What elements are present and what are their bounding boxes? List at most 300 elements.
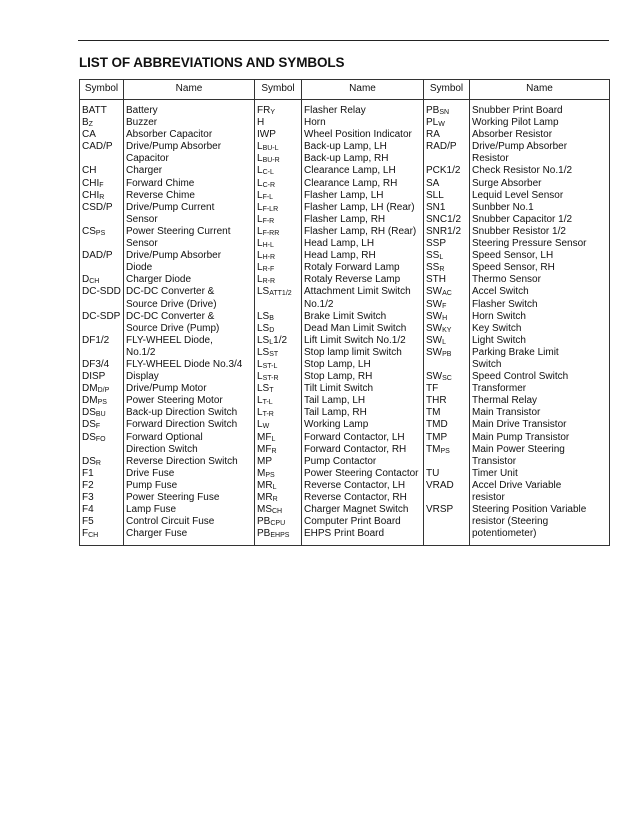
symbol-subscript: R [272,496,278,503]
symbol-entry [82,480,123,492]
name-entry: Transformer [472,383,527,395]
symbol-base: M [257,467,266,479]
name-entry: Main Pump Transistor [472,431,570,443]
name-entry: Back-up Direction Switch [126,407,238,419]
symbol-entry [426,468,469,480]
name-entry: Steering Position Variable [472,504,587,516]
symbol-subscript: F-L [262,193,274,201]
symbol-column-2 [255,100,302,546]
name-entry: Drive/Pump Current [126,201,215,213]
symbol-base: SNR1/2 [426,225,462,237]
symbol-entry [82,347,123,359]
symbol-entry [257,504,301,516]
symbol-base: L [257,225,263,237]
symbol-subscript: R [99,193,105,201]
symbol-base: L [257,213,263,225]
symbol-base: SS [426,262,440,274]
symbol-entry [257,528,301,540]
symbol-entry [82,105,123,117]
symbol-entry [426,165,469,177]
symbol-entry [257,468,301,480]
symbol-base: CH [82,165,97,177]
symbol-base: MR [257,479,273,491]
symbol-subscript: ST [269,350,279,358]
symbol-entry [257,165,301,177]
symbol-entry [257,347,301,359]
symbol-base: F [82,528,89,540]
symbol-subscript: F-R [262,217,275,225]
name-entry: Thermal Relay [472,395,538,407]
name-entry: Source Drive (Pump) [126,322,220,334]
symbol-base: L [257,238,263,250]
symbol-base: MF [257,443,272,455]
symbol-base: F2 [82,479,94,491]
symbol-subscript: BU-L [262,145,279,153]
symbol-subscript: L [269,338,274,346]
name-entry: Clearance Lamp, LH [304,165,396,177]
name-entry: Flasher Lamp, RH [304,213,386,225]
symbol-subscript: T-R [262,411,274,419]
symbol-base: MF [257,431,272,443]
symbol-base: DS [82,431,96,443]
name-entry: Resistor [472,153,509,165]
symbol-base: CHI [82,177,100,189]
name-entry: Flasher Relay [304,105,366,116]
name-entry: Snubber Print Board [472,105,563,116]
table-body-row [80,100,610,546]
name-entry: Flasher Lamp, RH (Rear) [304,225,417,237]
name-entry: Steering Pressure Sensor [472,238,587,250]
symbol-subscript: ST-L [262,362,278,370]
name-entry: Lift Limit Switch No.1/2 [304,334,406,346]
symbol-entry [426,407,469,419]
symbol-subscript: KY [442,326,452,334]
symbol-base: DM [82,383,98,395]
symbol-subscript: ATT1/2 [269,290,292,298]
name-entry: Sensor [126,213,158,225]
symbol-base: PCK1/2 [426,165,461,177]
symbol-entry [82,504,123,516]
name-entry: Back-up Lamp, RH [304,153,389,165]
name-entry: Charger [126,165,163,177]
name-entry: Computer Print Board [304,516,401,528]
symbol-base: SLL [426,189,444,201]
symbol-entry [426,190,469,202]
name-entry: resistor (Steering [472,516,549,528]
table-header-row [80,80,610,100]
symbol-base: SSP [426,238,447,250]
symbol-subscript: PS [95,229,106,237]
name-entry: Forward Chime [126,177,195,189]
symbol-entry [257,335,301,347]
symbol-base: DC-SDD [82,286,121,298]
name-entry: Horn [304,117,326,129]
symbol-base: LS [257,322,270,334]
symbol-base: H [257,117,265,129]
header-symbol-1: Symbol [80,80,124,100]
symbol-subscript: EHPS [270,532,290,540]
symbol-subscript: C-R [262,181,276,189]
symbol-subscript: F [95,423,101,431]
symbol-entry [426,347,469,359]
name-entry: Working Pilot Lamp [472,117,559,129]
symbol-entry [257,456,301,468]
name-entry: Forward Optional [126,431,203,443]
symbol-entry [82,286,123,298]
symbol-base: CSD/P [82,201,113,213]
symbol-entry [426,226,469,238]
name-entry: Speed Sensor, RH [472,262,555,274]
name-entry: Speed Sensor, LH [472,250,554,262]
symbol-base: CA [82,129,96,141]
symbol-subscript: R [439,266,445,274]
symbol-entry [426,456,469,468]
name-entry: Power Steering Current [126,225,231,237]
symbol-entry [82,153,123,165]
symbol-entry [426,129,469,141]
symbol-entry [426,299,469,311]
symbol-entry [426,395,469,407]
top-rule [78,40,609,41]
name-entry: Attachment Limit Switch [304,286,411,298]
symbol-base: SW [426,346,443,358]
name-entry: Stop lamp limit Switch [304,346,402,358]
name-entry: Timer Unit [472,467,518,479]
symbol-subscript: PB [442,350,452,358]
symbol-entry [82,335,123,347]
symbol-subscript: Z [88,121,93,129]
symbol-entry [257,226,301,238]
symbol-base: L [257,262,263,274]
header-name-2: Name [302,80,424,100]
symbol-entry [257,516,301,528]
name-entry: Accel Switch [472,286,529,298]
symbol-base: LS [257,334,270,346]
name-entry: Absorber Capacitor [126,129,213,141]
symbol-entry [426,528,469,540]
symbol-base: F4 [82,504,94,516]
symbol-subscript: R-R [262,278,276,286]
symbol-entry [426,323,469,335]
symbol-entry [257,371,301,383]
symbol-entry [82,238,123,250]
header-symbol-3: Symbol [424,80,470,100]
symbol-entry [82,117,123,129]
symbol-entry [82,311,123,323]
symbol-subscript: H-R [262,254,276,262]
name-entry: Diode [126,262,153,274]
symbol-entry [426,359,469,371]
symbol-entry [257,262,301,274]
symbol-subscript: H-L [262,242,274,250]
symbol-subscript: CPU [270,520,286,528]
symbol-entry [426,202,469,214]
name-entry: Reverse Chime [126,189,195,201]
name-entry: Drive/Pump Absorber [472,141,568,153]
name-entry: Sunbber No.1 [472,201,534,213]
symbol-subscript: CH [272,508,283,516]
name-entry: Main Power Steering [472,443,565,455]
header-name-1: Name [124,80,255,100]
name-entry: DC-DC Converter & [126,310,215,322]
symbol-base: DC-SDP [82,310,121,322]
name-entry: No.1/2 [304,298,334,310]
symbol-entry [257,492,301,504]
symbol-entry [426,480,469,492]
symbol-subscript: T-L [262,399,273,407]
symbol-entry [426,117,469,129]
symbol-entry [257,407,301,419]
symbol-entry [82,190,123,202]
symbol-base: SW [426,371,443,383]
symbol-base: L [257,274,263,286]
name-entry: Thermo Sensor [472,274,541,286]
name-entry: Transistor [472,455,517,467]
symbol-subscript: L [439,254,444,262]
page-title: LIST OF ABBREVIATIONS AND SYMBOLS [79,55,345,70]
symbol-entry [426,371,469,383]
symbol-entry [426,250,469,262]
symbol-entry [82,516,123,528]
symbol-subscript: W [262,423,270,431]
symbol-base: SA [426,177,440,189]
name-entry: Tail Lamp, RH [304,407,367,419]
symbol-base: THR [426,395,447,407]
symbol-column-3 [424,100,470,546]
symbol-base: VRAD [426,479,454,491]
symbol-subscript: R [271,447,277,455]
symbol-base: LS [257,310,270,322]
name-entry: Dead Man Limit Switch [304,322,407,334]
symbol-subscript: AC [442,290,452,298]
symbol-entry [257,286,301,298]
symbol-subscript: PS [440,447,450,455]
symbol-base: MS [257,504,272,516]
symbol-base: TM [426,407,441,419]
symbol-entry [82,250,123,262]
symbol-base: TMP [426,431,448,443]
symbol-base: L [257,165,263,177]
name-entry: Drive/Pump Absorber [126,141,222,153]
name-entry: Lamp Fuse [126,504,177,516]
symbol-subscript: PS [265,471,275,479]
header-name-3: Name [470,80,610,100]
name-entry: Tilt Limit Switch [304,383,374,395]
symbol-base: L [257,141,263,153]
symbol-base: L [257,153,263,165]
name-entry: Back-up Lamp, LH [304,141,387,153]
symbol-entry [426,492,469,504]
symbol-base: L [257,177,263,189]
symbol-base: DISP [82,371,106,383]
symbol-base: SW [426,310,443,322]
name-entry: Charger Fuse [126,528,188,540]
symbol-base: SW [426,286,443,298]
symbol-subscript: CH [89,278,100,286]
name-column-1 [124,100,255,546]
name-entry: Power Steering Contactor [304,467,419,479]
symbol-entry [426,262,469,274]
symbol-entry [82,444,123,456]
name-entry: Working Lamp [304,419,369,431]
symbol-base: L [257,358,263,370]
symbol-entry [426,214,469,226]
symbol-subscript: R [95,459,101,467]
name-entry: Forward Contactor, RH [304,443,407,455]
symbol-subscript: F-LR [262,205,279,213]
symbol-entry [426,274,469,286]
name-entry: Pump Fuse [126,479,178,491]
symbol-base: SN1 [426,201,446,213]
symbol-entry [257,395,301,407]
name-entry: Reverse Direction Switch [126,455,238,467]
name-entry: Brake Limit Switch [304,310,387,322]
symbol-subscript: BU-R [262,157,280,165]
symbol-base: F5 [82,516,94,528]
name-entry: resistor [472,492,505,503]
name-entry: Reverse Contactor, RH [304,492,407,503]
symbol-subscript: BU [95,411,106,419]
name-entry: Flasher Switch [472,298,538,310]
name-entry: Light Switch [472,334,526,346]
symbol-subscript: D/P [97,387,110,395]
symbol-base: F3 [82,492,94,503]
symbol-base: MP [257,455,272,467]
symbol-base: RAD/P [426,141,457,153]
symbol-entry [82,528,123,540]
symbol-entry [257,419,301,431]
symbol-entry [82,262,123,274]
symbol-base: L [257,189,263,201]
symbol-subscript: F-RR [262,229,280,237]
symbol-entry [257,480,301,492]
symbol-base: F1 [82,467,94,479]
symbol-subscript: R-F [262,266,275,274]
symbol-base: CAD/P [82,141,113,153]
name-entry: Charger Diode [126,274,192,286]
name-entry: Rotaly Forward Lamp [304,262,400,274]
symbol-entry [82,299,123,311]
name-entry: Head Lamp, LH [304,238,375,250]
symbol-entry [426,383,469,395]
symbol-entry [257,129,301,141]
name-column-3 [470,100,610,546]
symbol-base: DAD/P [82,250,113,262]
symbol-base: VRSP [426,504,454,516]
symbol-entry [82,129,123,141]
symbol-subscript: F [99,181,104,189]
symbol-base: DM [82,395,98,407]
name-entry: Flasher Lamp, LH [304,189,384,201]
name-entry: Buzzer [126,117,158,129]
name-entry: Switch [472,358,502,370]
symbol-base: IWP [257,129,276,141]
symbol-subscript: C-L [262,169,274,177]
symbol-subscript: SC [442,375,452,383]
symbol-subscript: CH [88,532,99,540]
name-entry: No.1/2 [126,346,156,358]
name-entry: Control Circuit Fuse [126,516,215,528]
name-entry: FLY-WHEEL Diode No.3/4 [126,358,243,370]
name-entry: Drive/Pump Absorber [126,250,222,262]
symbol-entry [257,299,301,311]
name-entry: Rotaly Reverse Lamp [304,274,401,286]
name-entry: Display [126,371,159,383]
name-entry: Head Lamp, RH [304,250,376,262]
symbol-base: DF1/2 [82,334,110,346]
name-entry: EHPS Print Board [304,528,385,540]
symbol-subscript: PS [97,399,107,407]
symbol-entry [82,214,123,226]
symbol-base: CHI [82,189,100,201]
symbol-entry [82,492,123,504]
symbol-base: L [257,371,263,383]
symbol-entry [426,432,469,444]
symbol-subscript: ST-R [262,375,279,383]
symbol-base: B [82,117,89,129]
symbol-base: TMD [426,419,448,431]
symbol-base: SW [426,322,443,334]
symbol-base: PB [426,105,440,116]
symbol-entry [426,105,469,117]
symbol-entry [257,311,301,323]
symbol-entry [82,141,123,153]
symbol-entry [426,178,469,190]
name-entry: Flasher Lamp, LH (Rear) [304,201,415,213]
symbol-entry [257,117,301,129]
symbol-entry [426,335,469,347]
symbol-entry [257,323,301,335]
symbol-base: DS [82,419,96,431]
symbol-entry [82,383,123,395]
symbol-entry [257,202,301,214]
symbol-base: PB [257,528,271,540]
name-entry: Drive Fuse [126,467,175,479]
symbol-base: FR [257,105,271,116]
symbol-column-1 [80,100,124,546]
symbol-subscript: L [271,435,276,443]
symbol-entry [257,153,301,165]
name-entry: Source Drive (Drive) [126,298,217,310]
symbol-base: DS [82,455,96,467]
symbol-base: DF3/4 [82,358,110,370]
symbol-subscript: FO [95,435,106,443]
name-entry: Drive/Pump Motor [126,383,207,395]
name-entry: Absorber Resistor [472,129,553,141]
name-entry: Stop Lamp, LH [304,358,371,370]
symbol-subscript: T [269,387,274,395]
name-entry: Key Switch [472,322,522,334]
symbol-base: LS [257,346,270,358]
symbol-entry [82,178,123,190]
name-entry: Power Steering Fuse [126,492,220,503]
symbol-entry [426,444,469,456]
symbol-subscript: L [272,483,277,491]
symbol-subscript: D [269,326,275,334]
symbol-base: TU [426,467,440,479]
symbol-base: L [257,201,263,213]
symbol-entry [426,141,469,153]
symbol-base: L [257,250,263,262]
symbol-subscript: B [269,314,274,322]
symbol-entry [257,444,301,456]
name-entry: Reverse Contactor, LH [304,479,406,491]
name-entry: Wheel Position Indicator [304,129,412,141]
name-entry: Sensor [126,238,158,250]
symbol-entry [257,274,301,286]
name-entry: Main Transistor [472,407,541,419]
symbol-entry [257,250,301,262]
